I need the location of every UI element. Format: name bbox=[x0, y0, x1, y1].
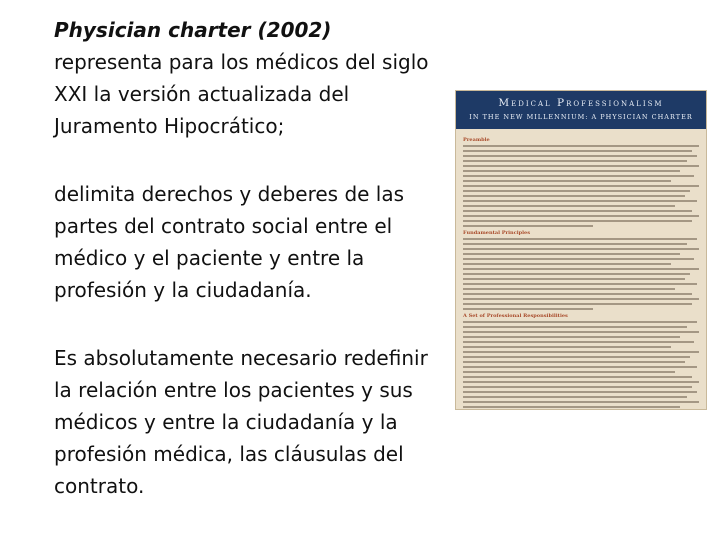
document-text-line bbox=[463, 371, 675, 373]
document-text-line bbox=[463, 258, 694, 260]
document-text-line bbox=[463, 160, 687, 162]
document-text-line bbox=[463, 351, 699, 353]
document-text-line bbox=[463, 366, 697, 368]
document-text-line bbox=[463, 190, 690, 192]
document-text-line bbox=[463, 145, 699, 147]
document-text-line bbox=[463, 381, 699, 383]
document-text-line bbox=[463, 205, 675, 207]
document-text-line bbox=[463, 215, 699, 217]
document-text-line bbox=[463, 298, 699, 300]
document-text-line bbox=[463, 248, 699, 250]
document-text-line bbox=[463, 200, 697, 202]
document-text-line bbox=[463, 195, 685, 197]
document-text-line bbox=[463, 288, 675, 290]
document-section-heading: Fundamental Principles bbox=[463, 230, 531, 236]
document-text-line bbox=[463, 401, 699, 403]
document-text-line bbox=[463, 396, 687, 398]
document-header bbox=[456, 91, 706, 129]
charter-description: representa para los médicos del siglo XXI la versión actualizada del Juramento Hipocrático; bbox=[54, 50, 429, 138]
document-text-line bbox=[463, 303, 692, 305]
charter-document-image bbox=[455, 90, 707, 410]
document-section-heading: Preamble bbox=[463, 137, 490, 143]
paragraph-rights-duties: delimita derechos y deberes de las partes del contrato social entre el médico y el paciente y entre la profesión y la ciudadanía. bbox=[54, 182, 405, 302]
document-text-line bbox=[463, 210, 692, 212]
document-text-line bbox=[463, 361, 685, 363]
text-column bbox=[54, 14, 444, 536]
document-text-line bbox=[463, 165, 699, 167]
document-text-line bbox=[463, 185, 699, 187]
document-text-line bbox=[463, 273, 690, 275]
charter-title: Physician charter (2002) bbox=[54, 18, 332, 42]
document-text-line bbox=[463, 376, 692, 378]
document-text-line bbox=[463, 220, 692, 222]
document-text-line bbox=[463, 336, 680, 338]
document-text-line bbox=[463, 175, 694, 177]
document-text-line bbox=[463, 268, 699, 270]
document-text-line bbox=[463, 253, 680, 255]
document-section-heading: A Set of Professional Responsibilities bbox=[463, 313, 568, 319]
document-title: Medical Professionalism bbox=[498, 97, 664, 109]
document-text-line bbox=[463, 278, 685, 280]
document-text-line bbox=[463, 406, 680, 408]
document-text-line bbox=[463, 180, 671, 182]
document-text-line bbox=[463, 238, 697, 240]
document-text-line bbox=[463, 225, 593, 227]
document-text-line bbox=[463, 346, 671, 348]
document-text-line bbox=[463, 341, 694, 343]
document-text-line bbox=[463, 326, 687, 328]
document-text-line bbox=[463, 331, 699, 333]
document-text-line bbox=[463, 283, 697, 285]
document-subtitle: IN THE NEW MILLENNIUM: A PHYSICIAN CHARTER bbox=[469, 113, 693, 121]
document-text-line bbox=[463, 386, 692, 388]
document-text-line bbox=[463, 321, 697, 323]
document-text-line bbox=[463, 293, 692, 295]
document-text-line bbox=[463, 308, 593, 310]
paragraph-redefine: Es absolutamente necesario redefinir la relación entre los pacientes y sus médicos y entre la ciudadanía y la profesión médica, las cláusulas del contrato. bbox=[54, 346, 428, 498]
document-body bbox=[456, 129, 706, 410]
paragraph-charter bbox=[54, 14, 444, 142]
document-text-line bbox=[463, 243, 687, 245]
document-text-line bbox=[463, 170, 680, 172]
document-text-line bbox=[463, 155, 697, 157]
document-text-line bbox=[463, 150, 692, 152]
document-text-line bbox=[463, 356, 690, 358]
document-text-line bbox=[463, 263, 671, 265]
document-text-line bbox=[463, 391, 697, 393]
